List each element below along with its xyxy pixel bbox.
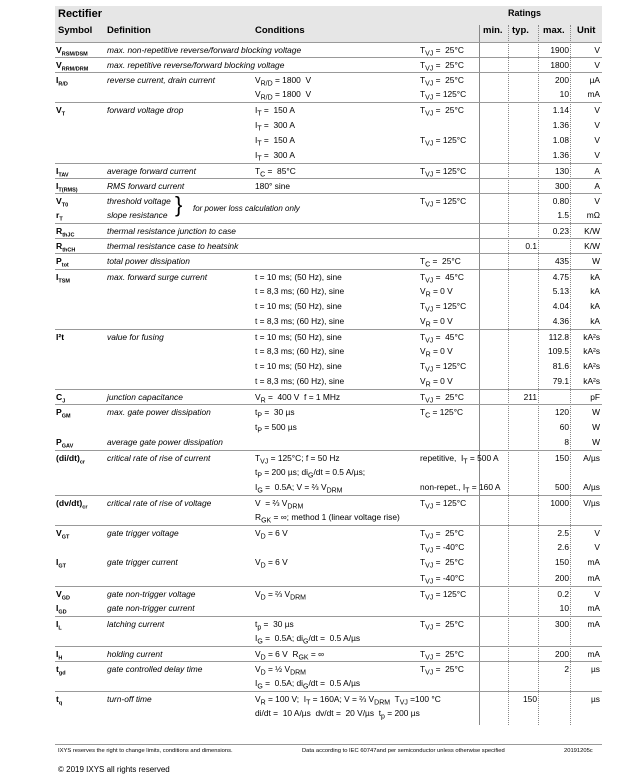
max-cell: 500 <box>555 481 569 492</box>
symbol-cell: $I_L$ <box>56 618 62 632</box>
condition-cell: $t_p = 30$ µs <box>255 618 294 632</box>
unit-cell: mA <box>587 89 600 100</box>
unit-cell: kA <box>590 271 600 282</box>
symbol-cell: $V_{T0}$ <box>56 196 69 209</box>
condition2-cell: $V_R = 0$ V <box>420 315 453 329</box>
condition2-cell: $T_{VJ} = 125^\circ C$ <box>420 361 467 374</box>
condition2-cell: $V_R = 0$ V <box>420 285 453 299</box>
condition-cell: $R_{GK}$ = ∞; method 1 (linear voltage rise) <box>255 512 400 525</box>
max-cell: 200 <box>555 572 569 583</box>
unit-cell: µs <box>590 664 600 675</box>
col-symbol: Symbol <box>58 25 93 36</box>
table-row <box>55 601 602 616</box>
unit-cell: pF <box>590 392 600 403</box>
table-row <box>55 389 602 405</box>
definition-cell: gate non-trigger voltage <box>107 588 196 599</box>
max-cell: 150 <box>555 557 569 568</box>
symbol-cell: I²t <box>56 331 65 342</box>
unit-cell: V <box>594 60 600 71</box>
brace-note: for power loss calculation only <box>193 204 300 213</box>
definition-cell: threshold voltage <box>107 196 171 206</box>
unit-cell: kA²s <box>583 331 600 342</box>
max-cell: 109.5 <box>548 346 569 356</box>
symbol-cell: $I_{GD}$ <box>56 602 67 616</box>
unit-cell: mΩ <box>586 210 600 221</box>
max-cell: 112.8 <box>548 331 569 342</box>
condition-cell: $I_T = 300$ A <box>255 149 295 163</box>
table-row <box>55 465 602 480</box>
table-row <box>55 344 602 359</box>
condition-cell: 180° sine <box>255 180 291 191</box>
unit-cell: V <box>594 542 600 553</box>
table-row <box>55 42 602 58</box>
condition2-cell: $T_C = 125^\circ C$ <box>420 407 464 421</box>
unit-cell: V <box>594 588 600 599</box>
condition-cell: $t_P = 30$ µs <box>255 407 295 421</box>
condition2-cell: $T_{VJ} = 125^\circ C$ <box>420 498 467 511</box>
condition-cell: $V_D = 6$ V $R_{GK}$ = ∞ <box>255 649 325 662</box>
condition2-cell: $V_R = 0$ V <box>420 346 453 359</box>
max-cell: 8 <box>564 436 569 447</box>
table-row <box>55 374 602 389</box>
condition2-cell: $T_{VJ} = 125^\circ C$ <box>420 165 467 179</box>
symbol-cell: $R_{thJC}$ <box>56 226 75 239</box>
condition2-cell: $T_{VJ} = 25^\circ C$ <box>420 649 464 662</box>
condition2-cell: $T_{VJ} = 25^\circ C$ <box>420 392 464 405</box>
unit-cell: W <box>592 436 600 447</box>
symbol-cell: $P_{GAV}$ <box>56 436 74 450</box>
condition2-cell: $T_{VJ} = 25^\circ C$ <box>420 664 464 677</box>
typ-cell: 211 <box>523 392 537 403</box>
unit-cell: A/µs <box>583 452 600 463</box>
symbol-cell: $V_{GT}$ <box>56 528 70 541</box>
footer-revision: 20191205c <box>564 748 593 754</box>
max-cell: 79.1 <box>552 376 569 387</box>
unit-cell: mA <box>587 618 600 629</box>
section-title: Rectifier <box>58 8 103 20</box>
unit-cell: A <box>594 180 600 191</box>
unit-cell: kA²s <box>583 361 600 372</box>
condition-cell: $I_T = 150$ A <box>255 105 295 119</box>
symbol-cell: $t_q$ <box>56 694 63 708</box>
condition-cell: $I_G = 0.5A$; $di_G/dt = 0.5$ A/µs <box>255 678 361 691</box>
max-cell: 60 <box>559 421 569 432</box>
table-row <box>55 510 602 525</box>
definition-cell: max. repetitive reverse/forward blocking voltage <box>107 60 285 71</box>
symbol-cell: $P_{tot}$ <box>56 256 69 270</box>
footer-divider <box>55 744 602 745</box>
condition-cell: V = ⅔ $V_{DRM}$ <box>255 498 304 511</box>
symbol-cell: $P_{GM}$ <box>56 407 71 421</box>
unit-cell: V/µs <box>583 498 600 508</box>
symbol-cell: $(dv/dt)_{cr}$ <box>56 498 88 511</box>
unit-cell: kA <box>590 315 600 326</box>
unit-cell: mA <box>587 602 600 613</box>
condition2-cell: $T_{VJ} = 25^\circ C$ <box>420 75 464 88</box>
table-row <box>55 706 602 721</box>
symbol-cell: $t_{gd}$ <box>56 664 66 677</box>
condition-cell: $V_{R/D} = 1800$ V <box>255 75 312 88</box>
symbol-cell: $V_{RSM/DSM}$ <box>56 45 88 58</box>
symbol-cell: $I_{T(RMS)}$ <box>56 180 78 194</box>
unit-cell: kA <box>590 300 600 311</box>
condition-cell: $V_D$ = ⅔ $V_{DRM}$ <box>255 588 306 602</box>
unit-cell: mA <box>587 649 600 659</box>
max-cell: 2.6 <box>557 542 569 553</box>
table-row <box>55 691 602 707</box>
definition-cell: thermal resistance case to heatsink <box>107 241 239 252</box>
table-row <box>55 540 602 555</box>
condition2-cell: non-repet., $I_T = 160$ A <box>420 481 501 495</box>
max-cell: 5.13 <box>552 285 569 296</box>
unit-cell: kA <box>590 285 600 296</box>
definition-cell: junction capacitance <box>107 392 183 403</box>
max-cell: 1800 <box>550 60 569 71</box>
table-row <box>55 435 602 450</box>
condition-cell: $V_D$ = ½ $V_{DRM}$ <box>255 664 306 677</box>
definition-cell: average gate power dissipation <box>107 436 223 447</box>
symbol-cell: $r_T$ <box>56 210 63 223</box>
max-cell: 120 <box>555 407 569 418</box>
table-row <box>55 661 602 677</box>
condition2-cell: $T_{VJ} = 45^\circ C$ <box>420 331 464 345</box>
condition2-cell: $T_{VJ} = 45^\circ C$ <box>420 271 464 285</box>
condition2-cell: $T_{VJ} = -40^\circ C$ <box>420 572 465 586</box>
max-cell: 2.5 <box>557 528 569 539</box>
max-cell: 4.75 <box>552 271 569 282</box>
symbol-cell: $I_{TSM}$ <box>56 271 71 285</box>
max-cell: 2 <box>564 664 569 675</box>
table-row <box>55 555 602 570</box>
table-row <box>55 118 602 133</box>
col-definition: Definition <box>107 25 151 36</box>
symbol-cell: $(di/dt)_{cr}$ <box>56 452 86 466</box>
condition2-cell: $T_{VJ} = 125^\circ C$ <box>420 134 467 148</box>
max-cell: 4.04 <box>552 300 569 311</box>
unit-cell: kA²s <box>583 346 600 356</box>
unit-cell: V <box>594 45 600 55</box>
definition-cell: holding current <box>107 649 163 659</box>
table-row <box>55 299 602 314</box>
unit-cell: V <box>594 196 600 206</box>
max-cell: 130 <box>555 165 569 176</box>
condition-cell: t = 8,3 ms; (60 Hz), sine <box>255 285 345 296</box>
condition2-cell: $T_{VJ} = -40^\circ C$ <box>420 542 465 555</box>
definition-cell: critical rate of rise of voltage <box>107 498 212 508</box>
table-row <box>55 102 602 118</box>
condition-cell: $V_D = 6$ V <box>255 557 288 571</box>
max-cell: 1.36 <box>552 149 569 160</box>
definition-cell: max. gate power dissipation <box>107 407 211 418</box>
table-row <box>55 450 602 466</box>
table-row <box>55 616 602 632</box>
typ-cell: 150 <box>523 694 537 705</box>
unit-cell: V <box>594 134 600 145</box>
unit-cell: µs <box>590 694 600 705</box>
table-row <box>55 223 602 239</box>
col-typ: typ. <box>512 25 529 36</box>
condition-cell: di/dt = 10 A/µs dv/dt = 20 V/µs $t_p = 200$ µs <box>255 708 420 722</box>
table-row <box>55 253 602 269</box>
max-cell: 1.36 <box>552 119 569 130</box>
table-row <box>55 329 602 345</box>
condition2-cell: $V_R = 0$ V <box>420 376 453 389</box>
max-cell: 10 <box>559 602 569 613</box>
unit-cell: K/W <box>584 241 600 252</box>
symbol-cell: $V_T$ <box>56 105 66 119</box>
condition2-cell: $T_C = 25^\circ C$ <box>420 256 461 270</box>
table-row <box>55 208 602 223</box>
definition-cell: gate controlled delay time <box>107 664 203 675</box>
unit-cell: V <box>594 119 600 130</box>
definition-cell: slope resistance <box>107 210 168 221</box>
col-unit: Unit <box>577 25 596 36</box>
table-row <box>55 676 602 691</box>
condition2-cell: $T_{VJ} = 25^\circ C$ <box>420 528 464 541</box>
definition-cell: latching current <box>107 618 165 629</box>
condition-cell: t = 8,3 ms; (60 Hz), sine <box>255 315 345 326</box>
max-cell: 300 <box>555 618 569 629</box>
definition-cell: gate trigger voltage <box>107 528 179 539</box>
condition-cell: $T_{VJ} = 125^\circ C$; f = 50 Hz <box>255 452 340 466</box>
condition2-cell: $T_{VJ} = 125^\circ C$ <box>420 89 467 102</box>
condition-cell: $V_R = 400$ V f = 1 MHz <box>255 392 341 405</box>
unit-cell: mA <box>587 557 600 568</box>
table-row <box>55 133 602 148</box>
max-cell: 200 <box>555 75 569 86</box>
condition-cell: t = 10 ms; (50 Hz), sine <box>255 271 342 282</box>
table-row <box>55 631 602 646</box>
condition2-cell: $T_{VJ} = 25^\circ C$ <box>420 618 464 632</box>
table-row <box>55 525 602 541</box>
max-cell: 0.80 <box>552 196 569 206</box>
max-cell: 1.5 <box>557 210 569 221</box>
condition-cell: t = 10 ms; (50 Hz), sine <box>255 331 342 342</box>
table-row <box>55 571 602 586</box>
symbol-cell: $V_{RRM/DRM}$ <box>56 60 89 73</box>
condition-cell: $t_P = 500$ µs <box>255 421 297 435</box>
symbol-cell: $I_{GT}$ <box>56 557 67 571</box>
max-cell: 150 <box>555 452 569 463</box>
max-cell: 0.2 <box>557 588 569 599</box>
condition2-cell: $T_{VJ} = 25^\circ C$ <box>420 557 464 571</box>
max-cell: 435 <box>555 256 569 267</box>
unit-cell: A <box>594 165 600 176</box>
table-row <box>55 238 602 254</box>
symbol-cell: $I_{TAV}$ <box>56 165 69 179</box>
table-row <box>55 420 602 435</box>
condition-cell: $V_{R/D} = 1800$ V <box>255 89 312 102</box>
footer-disclaimer: IXYS reserves the right to change limits, conditions and dimensions. <box>58 748 233 754</box>
table-row <box>55 148 602 163</box>
table-row <box>55 284 602 299</box>
condition2-cell: repetitive, $I_T = 500$ A <box>420 452 499 466</box>
unit-cell: W <box>592 407 600 418</box>
unit-cell: W <box>592 421 600 432</box>
symbol-cell: $C_J$ <box>56 392 66 406</box>
table-row <box>55 495 602 511</box>
table-row <box>55 359 602 374</box>
col-conditions: Conditions <box>255 25 305 36</box>
symbol-cell: $R_{thCH}$ <box>56 241 76 255</box>
definition-cell: forward voltage drop <box>107 105 184 116</box>
condition2-cell: $T_{VJ} = 25^\circ C$ <box>420 60 464 73</box>
unit-cell: mA <box>587 572 600 583</box>
table-row <box>55 404 602 420</box>
condition-cell: $V_R = 100$ V; $I_T = 160A$; V = ⅔ $V_{DRM}$ $T_{VJ} =100$ °C <box>255 694 441 707</box>
symbol-cell: $I_{R/D}$ <box>56 75 68 88</box>
definition-cell: gate trigger current <box>107 557 178 568</box>
condition-cell: $I_T = 300$ A <box>255 119 295 133</box>
max-cell: 4.36 <box>552 315 569 326</box>
definition-cell: total power dissipation <box>107 256 190 267</box>
definition-cell: max. non-repetitive reverse/forward blocking voltage <box>107 45 302 55</box>
unit-cell: A/µs <box>583 481 600 492</box>
max-cell: 200 <box>555 649 569 659</box>
condition2-cell: $T_{VJ} = 125^\circ C$ <box>420 588 467 602</box>
condition-cell: t = 10 ms; (50 Hz), sine <box>255 361 342 372</box>
unit-cell: V <box>594 528 600 539</box>
condition-cell: $V_D = 6$ V <box>255 528 288 541</box>
definition-cell: average forward current <box>107 165 196 176</box>
condition-cell: t = 10 ms; (50 Hz), sine <box>255 300 342 311</box>
max-cell: 300 <box>555 180 569 191</box>
table-row <box>55 586 602 602</box>
condition-cell: $I_T = 150$ A <box>255 134 295 148</box>
condition2-cell: $T_{VJ} = 125^\circ C$ <box>420 196 467 209</box>
brace-icon: } <box>175 192 183 217</box>
table-row <box>55 72 602 88</box>
col-min: min. <box>483 25 503 36</box>
condition2-cell: $T_{VJ} = 25^\circ C$ <box>420 45 464 58</box>
table-row <box>55 87 602 102</box>
condition-cell: t = 8,3 ms; (60 Hz), sine <box>255 346 345 356</box>
table-row <box>55 163 602 179</box>
typ-cell: 0.1 <box>525 241 537 252</box>
definition-cell: RMS forward current <box>107 180 185 191</box>
max-cell: 1900 <box>550 45 569 55</box>
ratings-label: Ratings <box>508 8 542 18</box>
condition2-cell: $T_{VJ} = 25^\circ C$ <box>420 105 464 119</box>
table-row <box>55 314 602 329</box>
footer-standard-note: Data according to IEC 60747and per semiconductor unless otherwise specified <box>302 748 505 754</box>
max-cell: 1000 <box>550 498 569 508</box>
definition-cell: critical rate of rise of current <box>107 452 211 463</box>
symbol-cell: $V_{GD}$ <box>56 588 70 602</box>
definition-cell: reverse current, drain current <box>107 75 215 86</box>
definition-cell: value for fusing <box>107 331 164 342</box>
condition2-cell: $T_{VJ} = 125^\circ C$ <box>420 300 467 314</box>
unit-cell: K/W <box>584 226 600 237</box>
max-cell: 1.08 <box>552 134 569 145</box>
table-row <box>55 646 602 662</box>
definition-cell: max. forward surge current <box>107 271 208 282</box>
unit-cell: W <box>592 256 600 267</box>
unit-cell: V <box>594 105 600 116</box>
definition-cell: thermal resistance junction to case <box>107 226 236 237</box>
symbol-cell: $I_H$ <box>56 649 63 662</box>
definition-cell: gate non-trigger current <box>107 602 195 613</box>
condition-cell: $t_P = 200$ µs; $di_G/dt = 0.5$ A/µs; <box>255 466 366 480</box>
unit-cell: µA <box>589 75 600 86</box>
definition-cell: turn-off time <box>107 694 152 705</box>
footer-copyright: © 2019 IXYS all rights reserved <box>58 765 170 774</box>
table-row <box>55 57 602 73</box>
table-row <box>55 269 602 285</box>
col-max: max. <box>543 25 565 36</box>
max-cell: 0.23 <box>552 226 569 237</box>
max-cell: 1.14 <box>552 105 569 116</box>
condition-cell: $I_G = 0.5A$; $di_G/dt = 0.5$ A/µs <box>255 632 361 646</box>
unit-cell: kA²s <box>583 376 600 387</box>
condition-cell: $T_C = 85^\circ C$ <box>255 165 296 179</box>
max-cell: 10 <box>559 89 569 100</box>
table-row <box>55 178 602 194</box>
unit-cell: V <box>594 149 600 160</box>
max-cell: 81.6 <box>552 361 569 372</box>
condition-cell: $I_G = 0.5A$; V = ⅔ $V_{DRM}$ <box>255 481 343 495</box>
table-row <box>55 480 602 495</box>
condition-cell: t = 8,3 ms; (60 Hz), sine <box>255 376 345 387</box>
